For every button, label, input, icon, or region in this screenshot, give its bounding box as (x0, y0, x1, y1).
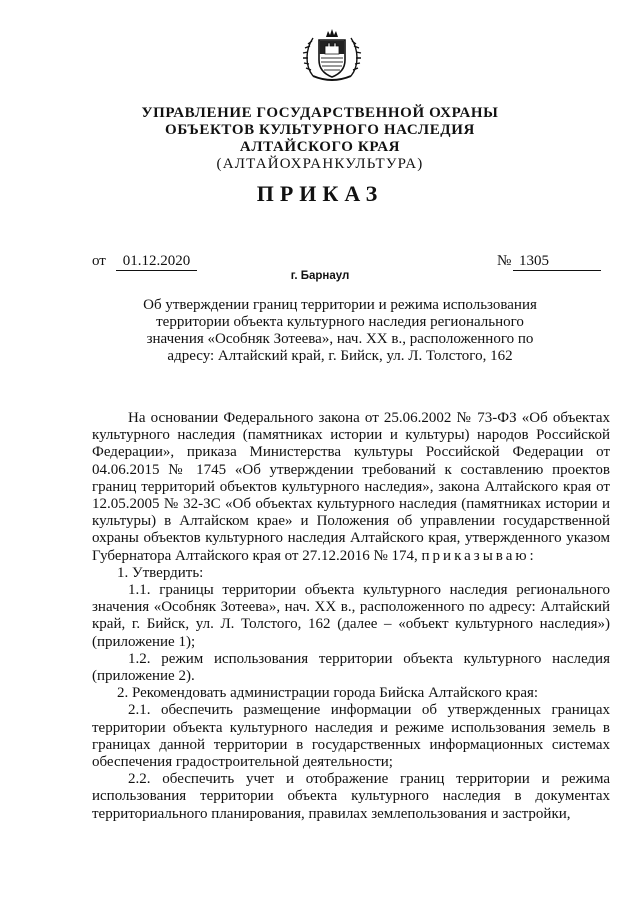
clause-1-1: 1.1. границы территории объекта культурного наследия регионального значения «Особняк Зотеева», нач. XX в., расположенного по адресу: Алтайский край, г. Бийск, ул. Л. Толстого, 162 (далее – «объект культурного наследия») (приложение 1); (92, 582, 610, 650)
document-subject: Об утверждении границ территории и режима использования территории объекта культурного наследия регионального значения «Особняк Зотеева», нач. XX в., расположенного по адресу: Алтайский край, г. Бийск, ул. Л. Толстого, 162 (143, 297, 537, 364)
agency-short-name: (АЛТАЙОХРАНКУЛЬТУРА) (216, 156, 424, 172)
coat-of-arms-icon (301, 24, 363, 86)
clause-2-1: 2.1. обеспечить размещение информации об утвержденных границах территории объекта культурного наследия и режиме использования земель в границах данной территории в государственных информационных системах обеспечения градостроительной деятельности; (92, 702, 610, 771)
preamble-paragraph (92, 410, 610, 565)
city: г. Барнаул (290, 270, 350, 282)
number-label: № (497, 253, 512, 269)
clause-2: 2. Рекомендовать администрации города Бийска Алтайского края: (117, 685, 539, 702)
document-body (92, 410, 610, 823)
date-label: от (92, 253, 106, 269)
agency-name-line-1: УПРАВЛЕНИЕ ГОСУДАРСТВЕННОЙ ОХРАНЫ (141, 105, 499, 121)
agency-name-line-2: ОБЪЕКТОВ КУЛЬТУРНОГО НАСЛЕДИЯ (165, 122, 475, 138)
preamble-text: На основании Федерального закона от 25.06.2002 № 73-ФЗ «Об объектах культурного наследия (памятниках истории и культуры) народов Российской Федерации», приказа Министерства культуры Российской Федерации от 04.06.2015 № 1745 «Об утверждении требований к составлению проектов границ территорий объектов культурного наследия», закона Алтайского края от 12.05.2005 № 32-ЗС «Об объектах культурного наследия (памятниках истории и культуры) в Алтайском крае» и Положения об управлении государственной охраны объектов культурного наследия Алтайского края, утвержденного указом Губернатора Алтайского края от 27.12.2016 № 174, (92, 410, 610, 564)
clause-1: 1. Утвердить: (117, 564, 204, 581)
agency-name-line-3: АЛТАЙСКОГО КРАЯ (239, 139, 401, 155)
document-number: 1305 (513, 253, 601, 271)
clause-2-2: 2.2. обеспечить учет и отображение границ территории и режима использования территории объекта культурного наследия в документах территориального планирования, правилах землепользования и застройки, (92, 771, 610, 822)
order-word: приказываю: (421, 547, 537, 564)
document-type: ПРИКАЗ (256, 181, 384, 206)
clause-1-2: 1.2. режим использования территории объекта культурного наследия (приложение 2). (92, 650, 610, 685)
document-date: 01.12.2020 (116, 253, 197, 271)
